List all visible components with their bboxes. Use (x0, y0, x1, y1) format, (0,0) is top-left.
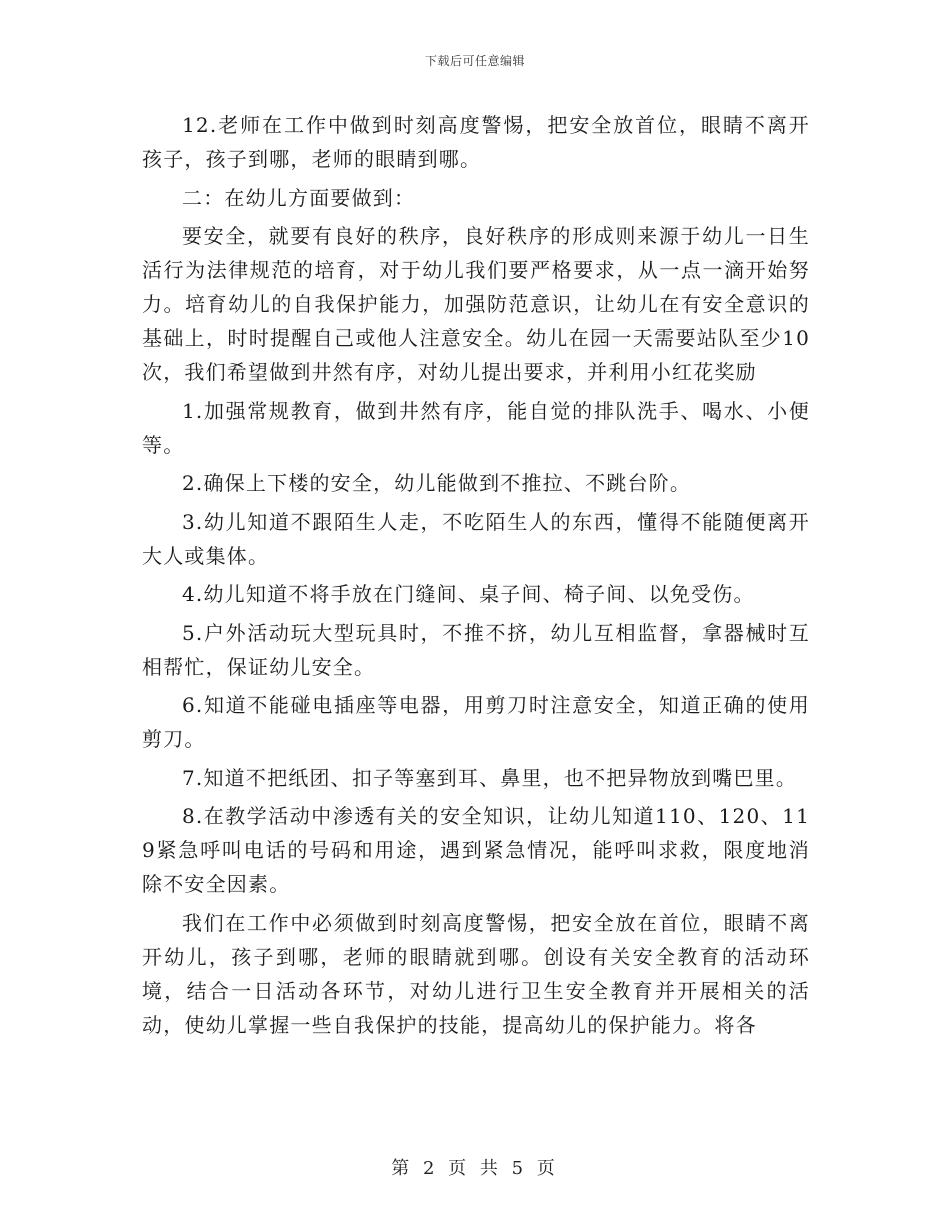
list-item: 2.确保上下楼的安全，幼儿能做到不推拉、不跳台阶。 (182, 471, 692, 495)
list-item: 6.知道不能碰电插座等电器，用剪刀时注意安全，知道正确的使用剪刀。 (142, 693, 810, 751)
list-item: 1.加强常规教育，做到井然有序，能自觉的排队洗手、喝水、小便等。 (142, 398, 810, 457)
paragraph-closing: 我们在工作中必须做到时刻高度警惕，把安全放在首位，眼睛不离开幼儿，孩子到哪，老师的眼睛就到哪。创设有关安全教育的活动环境，结合一日活动各环节，对幼儿进行卫生安全教育并开展相关的活动，使幼儿掌握一些自我保护的技能，提高幼儿的保护能力。将各 (142, 910, 810, 1037)
list-item: 4.幼儿知道不将手放在门缝间、桌子间、椅子间、以免受伤。 (182, 582, 755, 606)
section-heading-children: 二：在幼儿方面要做到： (182, 185, 416, 210)
page-header: 下载后可任意编辑 (424, 54, 525, 68)
page-footer (0, 1154, 950, 1180)
list-item: 8.在教学活动中渗透有关的安全知识，让幼儿知道110、120、119紧急呼叫电话的号码和用途，遇到紧急情况，能呼叫求救，限度地消除不安全因素。 (142, 804, 810, 896)
list-item: 5.户外活动玩大型玩具时，不推不挤，幼儿互相监督，拿器械时互相帮忙，保证幼儿安全。 (142, 620, 810, 679)
page-number: 第 2 页 共 5 页 (391, 1158, 559, 1179)
list-item: 7.知道不把纸团、扣子等塞到耳、鼻里，也不把异物放到嘴巴里。 (182, 765, 798, 790)
list-item: 3.幼儿知道不跟陌生人走，不吃陌生人的东西，懂得不能随便离开大人或集体。 (142, 509, 810, 568)
paragraph-order-intro: 要安全，就要有良好的秩序，良好秩序的形成则来源于幼儿一日生活行为法律规范的培育，对于幼儿我们要严格要求，从一点一滴开始努力。培育幼儿的自我保护能力，加强防范意识，让幼儿在有安全意识的基础上，时时提醒自己或他人注意安全。幼儿在园一天需要站队至少10次，我们希望做到井然有序，对幼儿提出要求，并利用小红花奖励 (142, 224, 810, 384)
document-body (142, 108, 810, 1046)
paragraph-item-12: 12.老师在工作中做到时刻高度警惕，把安全放首位，眼睛不离开孩子，孩子到哪，老师的眼睛到哪。 (142, 113, 810, 171)
